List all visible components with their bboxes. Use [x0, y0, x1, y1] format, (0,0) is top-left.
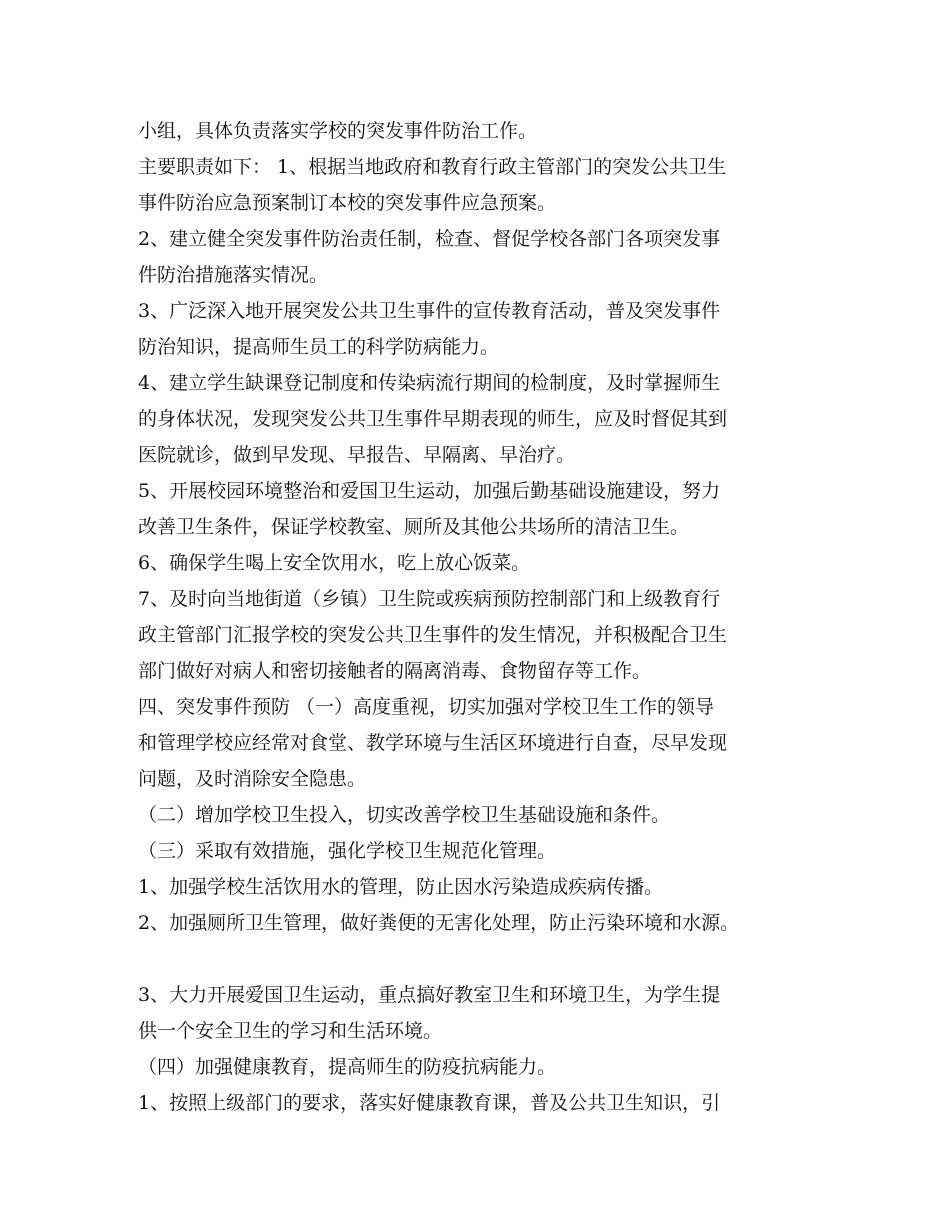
text-line: 改善卫生条件，保证学校教室、厕所及其他公共场所的清洁卫生。	[138, 516, 690, 538]
text-line: 件防治措施落实情况。	[138, 264, 329, 286]
text-line: 医院就诊，做到早发现、早报告、早隔离、早治疗。	[138, 444, 576, 466]
text-line: （二）增加学校卫生投入，切实改善学校卫生基础设施和条件。	[138, 804, 671, 826]
text-line: 部门做好对病人和密切接触者的隔离消毒、食物留存等工作。	[138, 660, 652, 682]
text-line: 1、加强学校生活饮用水的管理，防止因水污染造成疾病传播。	[138, 876, 664, 898]
text-line: 四、突发事件预防 （一）高度重视，切实加强对学校卫生工作的领导	[138, 696, 715, 718]
text-line: 7、及时向当地街道（乡镇）卫生院或疾病预防控制部门和上级教育行	[138, 588, 721, 610]
text-line: 6、确保学生喝上安全饮用水，吃上放心饭菜。	[138, 552, 531, 574]
text-line: 防治知识，提高师生员工的科学防病能力。	[138, 336, 500, 358]
text-line: 事件防治应急预案制订本校的突发事件应急预案。	[138, 192, 557, 214]
text-line: 小组，具体负责落实学校的突发事件防治工作。	[138, 120, 538, 142]
text-line: 5、开展校园环境整治和爱国卫生运动，加强后勤基础设施建设，努力	[138, 480, 721, 502]
text-line: 1、按照上级部门的要求，落实好健康教育课，普及公共卫生知识，引	[138, 1092, 721, 1114]
text-line: 4、建立学生缺课登记制度和传染病流行期间的检制度，及时掌握师生	[138, 372, 721, 394]
text-line: 和管理学校应经常对食堂、教学环境与生活区环境进行自查，尽早发现	[138, 732, 728, 754]
text-line: 政主管部门汇报学校的突发公共卫生事件的发生情况，并积极配合卫生	[138, 624, 728, 646]
text-line: （三）采取有效措施，强化学校卫生规范化管理。	[138, 840, 557, 862]
text-line: 3、大力开展爱国卫生运动，重点搞好教室卫生和环境卫生，为学生提	[138, 984, 721, 1006]
document-body	[138, 113, 838, 1121]
text-line: 问题，及时消除安全隐患。	[138, 768, 367, 790]
text-line: （四）加强健康教育，提高师生的防疫抗病能力。	[138, 1056, 557, 1078]
text-line: 的身体状况，发现突发公共卫生事件早期表现的师生，应及时督促其到	[138, 408, 728, 430]
text-line: 3、广泛深入地开展突发公共卫生事件的宣传教育活动，普及突发事件	[138, 300, 721, 322]
text-line: 供一个安全卫生的学习和生活环境。	[138, 1020, 443, 1042]
text-line: 主要职责如下： 1、根据当地政府和教育行政主管部门的突发公共卫生	[138, 156, 727, 178]
text-line: 2、加强厕所卫生管理，做好粪便的无害化处理，防止污染环境和水源。	[138, 912, 740, 934]
text-line: 2、建立健全突发事件防治责任制，检查、督促学校各部门各项突发事	[138, 228, 721, 250]
paragraph-gap	[138, 941, 838, 977]
